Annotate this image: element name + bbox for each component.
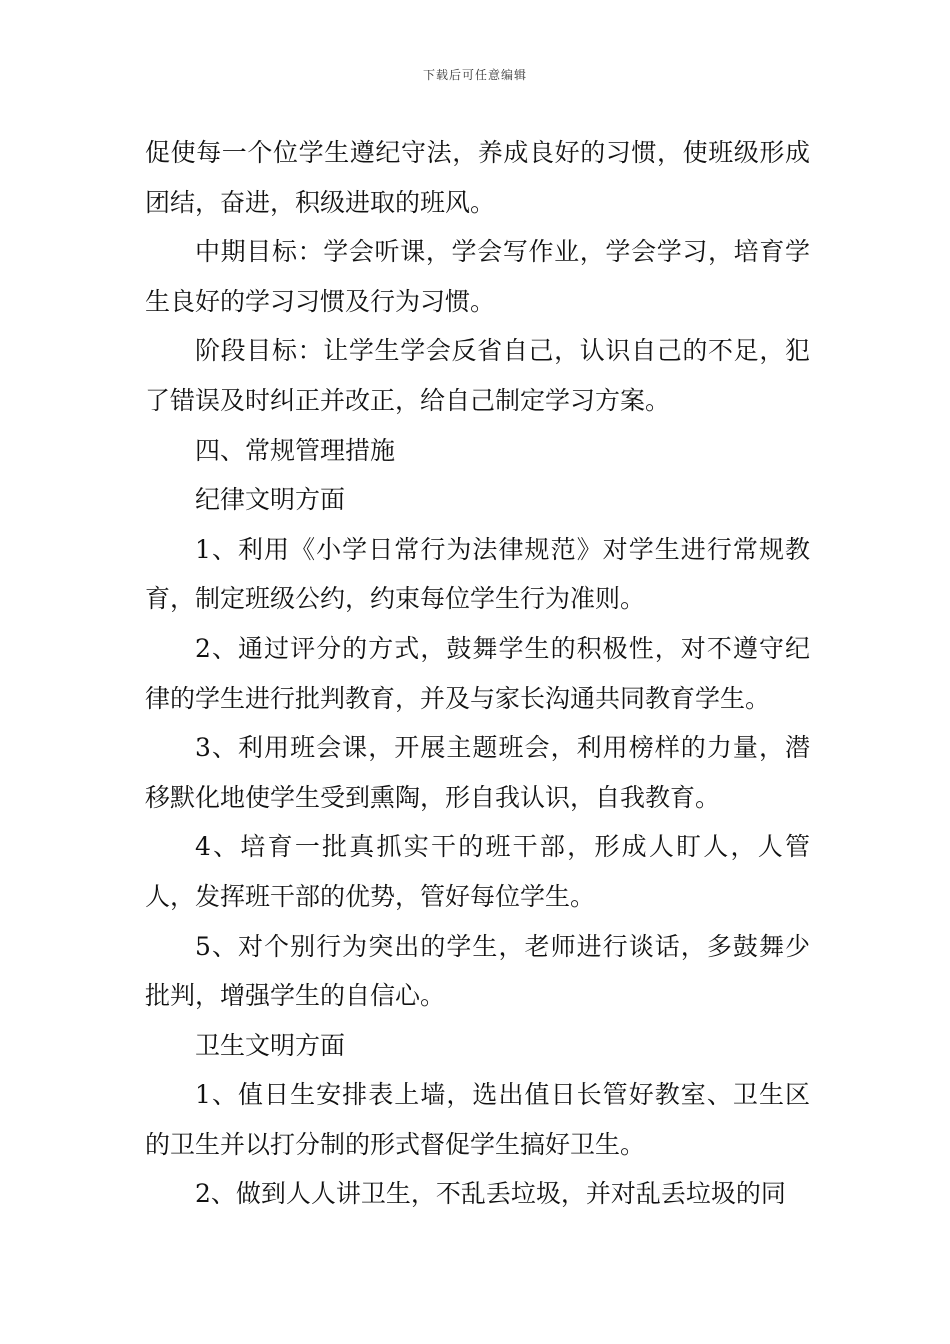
list-item: 1、利用《小学日常行为法律规范》对学生进行常规教育，制定班级公约，约束每位学生行为准则。 (145, 534, 810, 614)
subsection-heading: 卫生文明方面 (195, 1030, 346, 1060)
paragraph: 促使每一个位学生遵纪守法，养成良好的习惯，使班级形成团结，奋进，积级进取的班风。 (145, 138, 810, 217)
list-item: 3、利用班会课，开展主题班会，利用榜样的力量，潜移默化地使学生受到熏陶，形自我认识，自我教育。 (145, 733, 810, 812)
list-item: 5、对个别行为突出的学生，老师进行谈话，多鼓舞少批判，增强学生的自信心。 (145, 931, 810, 1011)
section-heading: 四、常规管理措施 (195, 435, 396, 465)
paragraph: 中期目标：学会听课，学会写作业，学会学习，培育学生良好的学习习惯及行为习惯。 (145, 237, 810, 316)
list-item: 2、通过评分的方式，鼓舞学生的积极性，对不遵守纪律的学生进行批判教育，并及与家长沟通共同教育学生。 (145, 633, 810, 713)
subsection-heading: 纪律文明方面 (195, 485, 346, 515)
list-item: 4、培育一批真抓实干的班干部，形成人盯人，人管人，发挥班干部的优势，管好每位学生。 (145, 832, 810, 911)
header-note: 下载后可任意编辑 (422, 68, 527, 82)
body-text (145, 128, 810, 1219)
paragraph: 阶段目标：让学生学会反省自己，认识自己的不足，犯了错误及时纠正并改正，给自己制定学习方案。 (145, 336, 810, 415)
list-item: 2、做到人人讲卫生，不乱丢垃圾，并对乱丢垃圾的同 (195, 1179, 786, 1209)
list-item: 1、值日生安排表上墙，选出值日长管好教室、卫生区的卫生并以打分制的形式督促学生搞好卫生。 (145, 1080, 810, 1159)
